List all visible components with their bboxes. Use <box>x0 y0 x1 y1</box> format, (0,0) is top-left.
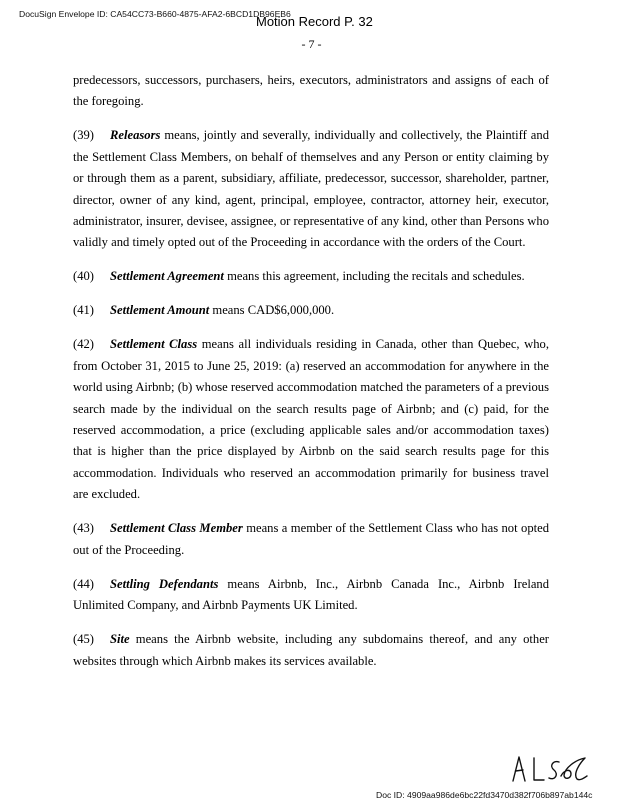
definition-number: (43) <box>73 521 94 536</box>
defined-term: Releasors <box>110 128 161 143</box>
definition-40 <box>73 266 549 287</box>
definition-number: (45) <box>73 632 94 647</box>
definition-45 <box>73 629 549 672</box>
definition-44 <box>73 574 549 617</box>
handwritten-initials-signature <box>509 752 591 784</box>
defined-term: Settling Defendants <box>110 576 219 591</box>
defined-term: Settlement Class <box>110 337 198 352</box>
definition-text: means Airbnb, Inc., Airbnb Canada Inc., Airbnb Ireland Unlimited Company, and Airbnb Payments UK Limited. <box>73 576 549 613</box>
docusign-doc-id: Doc ID: 4909aa986de6bc22fd3470d382f706b897ab144c <box>376 790 593 800</box>
definition-number: (42) <box>73 337 94 352</box>
definition-text: means a member of the Settlement Class who has not opted out of the Proceeding. <box>73 521 550 557</box>
definition-number: (40) <box>73 269 94 284</box>
definition-text: means CAD$6,000,000. <box>209 303 335 318</box>
motion-record-label: Motion Record P. 32 <box>256 14 373 29</box>
page-number-text: - 7 - <box>301 37 322 51</box>
defined-term: Settlement Agreement <box>110 269 224 284</box>
definition-41 <box>73 300 549 321</box>
continuation-paragraph: predecessors, successors, purchasers, heirs, executors, administrators and assigns of each of the foregoing. <box>73 73 549 109</box>
definition-text: means this agreement, including the recitals and schedules. <box>223 269 525 284</box>
document-body <box>73 70 549 685</box>
definition-number: (39) <box>73 128 94 143</box>
definition-text: means the Airbnb website, including any subdomains thereof, and any other websites through which Airbnb makes its services available. <box>73 632 549 668</box>
definition-text: means all individuals residing in Canada, other than Quebec, who, from October 31, 2015 to June 25, 2019: (a) reserved an accommodation for anywhere in the world using Airbnb; (b) whose reserved accommodation matched the parameters of a previous search made by the individual on the search results page of Airbnb; and (c) paid, for the reserved accommodation, a price (excluding applicable sales and/or accommodation taxes) that is higher than the price displayed by Airbnb on the said search results page for this accommodation. Individuals who reserved an accommodation primarily for business travel are excluded. <box>73 337 550 502</box>
definition-number: (44) <box>73 576 94 591</box>
defined-term: Settlement Amount <box>110 303 210 318</box>
definition-text: means, jointly and severally, individually and collectively, the Plaintiff and the Settlement Class Members, on behalf of themselves and any Person or entity claiming by or through them as a parent, subsidiary, affiliate, predecessor, successor, shareholder, partner, director, owner of any kind, agent, principal, employee, contractor, attorney heir, executor, administrator, insurer, devisee, assignee, or representative of any kind, other than Persons who validly and timely opted out of the Proceeding in accordance with the orders of the Court. <box>73 128 549 250</box>
definition-42 <box>73 334 549 505</box>
definition-number: (41) <box>73 303 94 318</box>
page-number <box>0 37 623 52</box>
docusign-envelope-id: DocuSign Envelope ID: CA54CC73-B660-4875-AFA2-6BCD1DB96EB6 <box>19 9 291 19</box>
definition-43 <box>73 518 549 561</box>
definition-39 <box>73 125 549 253</box>
defined-term: Site <box>110 632 130 647</box>
defined-term: Settlement Class Member <box>110 521 243 536</box>
